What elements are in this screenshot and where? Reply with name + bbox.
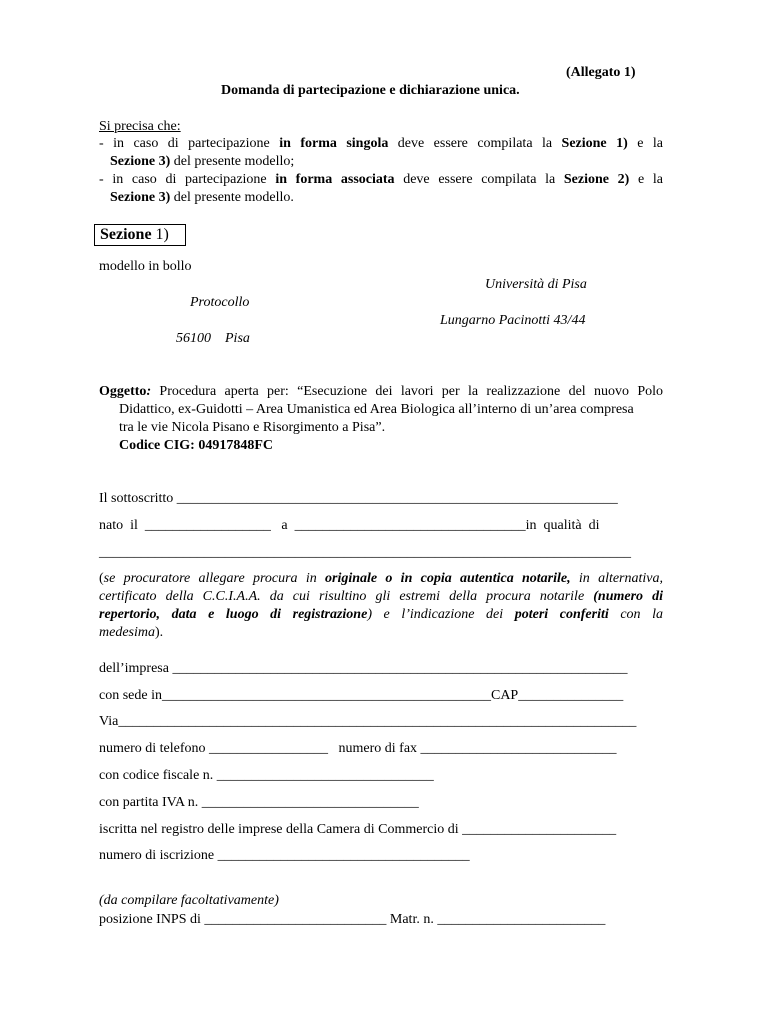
procura-line-1: (se procuratore allegare procura in originale o in copia autentica notarile, in alternativa, (99, 571, 664, 586)
telefono-fax-field[interactable]: numero di telefono _________________ numero di fax ____________________________ (99, 741, 617, 756)
section-box: Sezione 1) (94, 224, 186, 246)
sede-field[interactable]: con sede in_______________________________________________CAP_______________ (99, 688, 624, 703)
procura-line-4: medesima). (99, 625, 164, 640)
intro-line-1: - in caso di partecipazione in forma singola deve essere compilata la Sezione 1) e la (99, 136, 663, 151)
oggetto-line-2: Didattico, ex-Guidotti – Area Umanistica ed Area Biologica all’interno di un’area compresa (119, 402, 634, 417)
oggetto-line-3: tra le vie Nicola Pisano e Risorgimento a Pisa”. (119, 420, 386, 435)
intro-line-2-cont: Sezione 3) del presente modello. (110, 190, 294, 205)
numero-iscrizione-field[interactable]: numero di iscrizione ____________________________________ (99, 848, 470, 863)
facoltativa-note: (da compilare facoltativamente) (99, 893, 279, 908)
partita-iva-field[interactable]: con partita IVA n. _______________________________ (99, 795, 419, 810)
procura-line-3: repertorio, data e luogo di registrazione) e l’indicazione dei poteri conferiti con la (99, 607, 663, 622)
codice-fiscale-field[interactable]: con codice fiscale n. _______________________________ (99, 768, 434, 783)
allegato-label: (Allegato 1) (566, 65, 636, 80)
bollo-label: modello in bollo (99, 259, 192, 274)
intro-line-1-cont: Sezione 3) del presente modello; (110, 154, 295, 169)
intro-heading: Si precisa che: (99, 119, 181, 134)
qualita-field[interactable]: ____________________________________________________________________________ (99, 545, 631, 560)
oggetto-line-1: Oggetto: Procedura aperta per: “Esecuzione dei lavori per la realizzazione del nuovo Polo (99, 384, 663, 399)
document-title: Domanda di partecipazione e dichiarazione unica. (221, 83, 520, 98)
via-field[interactable]: Via__________________________________________________________________________ (99, 714, 637, 729)
inps-field[interactable]: posizione INPS di __________________________ Matr. n. ________________________ (99, 912, 606, 927)
nato-field[interactable]: nato il __________________ a _________________________________in qualità di (99, 518, 600, 533)
address-university: Università di Pisa (485, 277, 587, 292)
sottoscritto-field[interactable]: Il sottoscritto _______________________________________________________________ (99, 491, 618, 506)
protocollo-label: Protocollo (190, 295, 250, 310)
impresa-field[interactable]: dell’impresa _________________________________________________________________ (99, 661, 628, 676)
codice-cig: Codice CIG: 04917848FC (119, 438, 273, 453)
procura-line-2: certificato della C.C.I.A.A. da cui risultino gli estremi della procura notarile (numero di (99, 589, 663, 604)
intro-line-2: - in caso di partecipazione in forma associata deve essere compilata la Sezione 2) e la (99, 172, 663, 187)
registro-imprese-field[interactable]: iscritta nel registro delle imprese della Camera di Commercio di ______________________ (99, 822, 617, 837)
address-city: 56100 Pisa (176, 331, 250, 346)
address-street: Lungarno Pacinotti 43/44 (440, 313, 586, 328)
